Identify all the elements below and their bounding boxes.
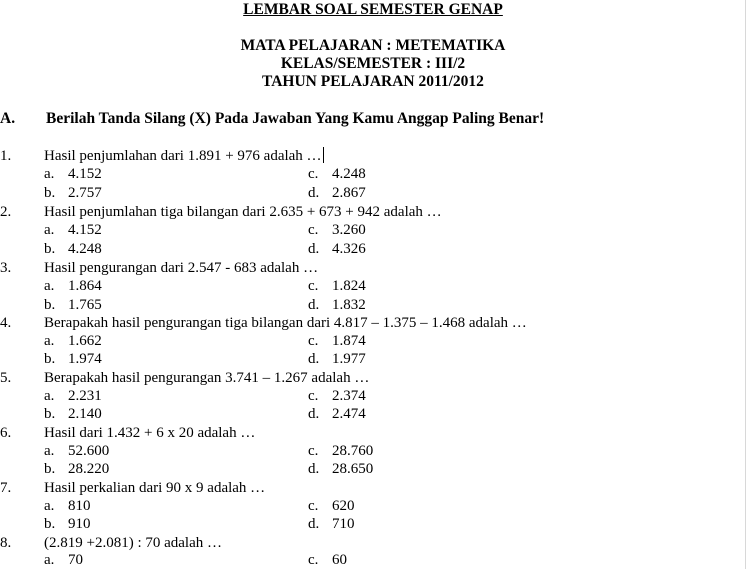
question-text: Berapakah hasil pengurangan 3.741 – 1.267 adalah … xyxy=(44,370,370,386)
section-letter: A. xyxy=(0,110,16,127)
option-4b: b. 1.974 xyxy=(44,351,102,367)
question-number: 1. xyxy=(0,148,12,164)
option-1c: c. 4.248 xyxy=(308,166,366,182)
question-text: Berapakah hasil pengurangan tiga bilangan dari 4.817 – 1.375 – 1.468 adalah … xyxy=(44,315,527,331)
option-3c: c. 1.824 xyxy=(308,278,366,294)
question-1 xyxy=(0,147,324,166)
section-instruction xyxy=(0,109,544,128)
question-number: 2. xyxy=(0,204,12,220)
question-number: 8. xyxy=(0,535,12,551)
option-5a: a. 2.231 xyxy=(44,388,102,404)
option-6a: a. 52.600 xyxy=(44,443,110,459)
option-7b: b. 910 xyxy=(44,516,91,532)
year-line: TAHUN PELAJARAN 2011/2012 xyxy=(262,73,484,90)
option-1d: d. 2.867 xyxy=(308,185,366,201)
instruction-text: Berilah Tanda Silang (X) Pada Jawaban Yang Kamu Anggap Paling Benar! xyxy=(46,110,545,127)
question-text: Hasil perkalian dari 90 x 9 adalah … xyxy=(44,480,266,496)
question-3 xyxy=(0,259,318,278)
option-5d: d. 2.474 xyxy=(308,406,366,422)
text-cursor xyxy=(323,147,324,163)
option-7a: a. 810 xyxy=(44,498,91,514)
question-text: Hasil dari 1.432 + 6 x 20 adalah … xyxy=(44,425,256,441)
option-3a: a. 1.864 xyxy=(44,278,102,294)
option-3b: b. 1.765 xyxy=(44,297,102,313)
question-7 xyxy=(0,479,265,498)
option-6c: c. 28.760 xyxy=(308,443,374,459)
question-5 xyxy=(0,369,369,388)
option-8a: a. 70 xyxy=(44,552,83,568)
question-6 xyxy=(0,424,255,443)
option-4c: c. 1.874 xyxy=(308,333,366,349)
option-1b: b. 2.757 xyxy=(44,185,102,201)
option-4d: d. 1.977 xyxy=(308,351,366,367)
question-number: 6. xyxy=(0,425,12,441)
option-5c: c. 2.374 xyxy=(308,388,366,404)
question-text: Hasil penjumlahan tiga bilangan dari 2.635 + 673 + 942 adalah … xyxy=(44,204,442,220)
question-text: (2.819 +2.081) : 70 adalah … xyxy=(44,535,223,551)
question-number: 5. xyxy=(0,370,12,386)
option-3d: d. 1.832 xyxy=(308,297,366,313)
option-2a: a. 4.152 xyxy=(44,222,102,238)
option-2b: b. 4.248 xyxy=(44,241,102,257)
subject-line: MATA PELAJARAN : METEMATIKA xyxy=(240,37,506,54)
document-title: LEMBAR SOAL SEMESTER GENAP xyxy=(243,1,503,18)
question-number: 3. xyxy=(0,260,12,276)
option-2d: d. 4.326 xyxy=(308,241,366,257)
question-2 xyxy=(0,203,442,222)
option-1a: a. 4.152 xyxy=(44,166,102,182)
option-7c: c. 620 xyxy=(308,498,355,514)
question-number: 7. xyxy=(0,480,12,496)
option-6b: b. 28.220 xyxy=(44,461,110,477)
option-6d: d. 28.650 xyxy=(308,461,374,477)
option-5b: b. 2.140 xyxy=(44,406,102,422)
question-4 xyxy=(0,314,527,333)
question-8 xyxy=(0,534,222,553)
option-4a: a. 1.662 xyxy=(44,333,102,349)
option-2c: c. 3.260 xyxy=(308,222,366,238)
question-text: Hasil penjumlahan dari 1.891 + 976 adalah … xyxy=(44,148,322,164)
question-number: 4. xyxy=(0,315,12,331)
option-7d: d. 710 xyxy=(308,516,355,532)
question-text: Hasil pengurangan dari 2.547 - 683 adalah … xyxy=(44,260,319,276)
class-line: KELAS/SEMESTER : III/2 xyxy=(280,55,466,72)
option-8c: c. 60 xyxy=(308,552,347,568)
